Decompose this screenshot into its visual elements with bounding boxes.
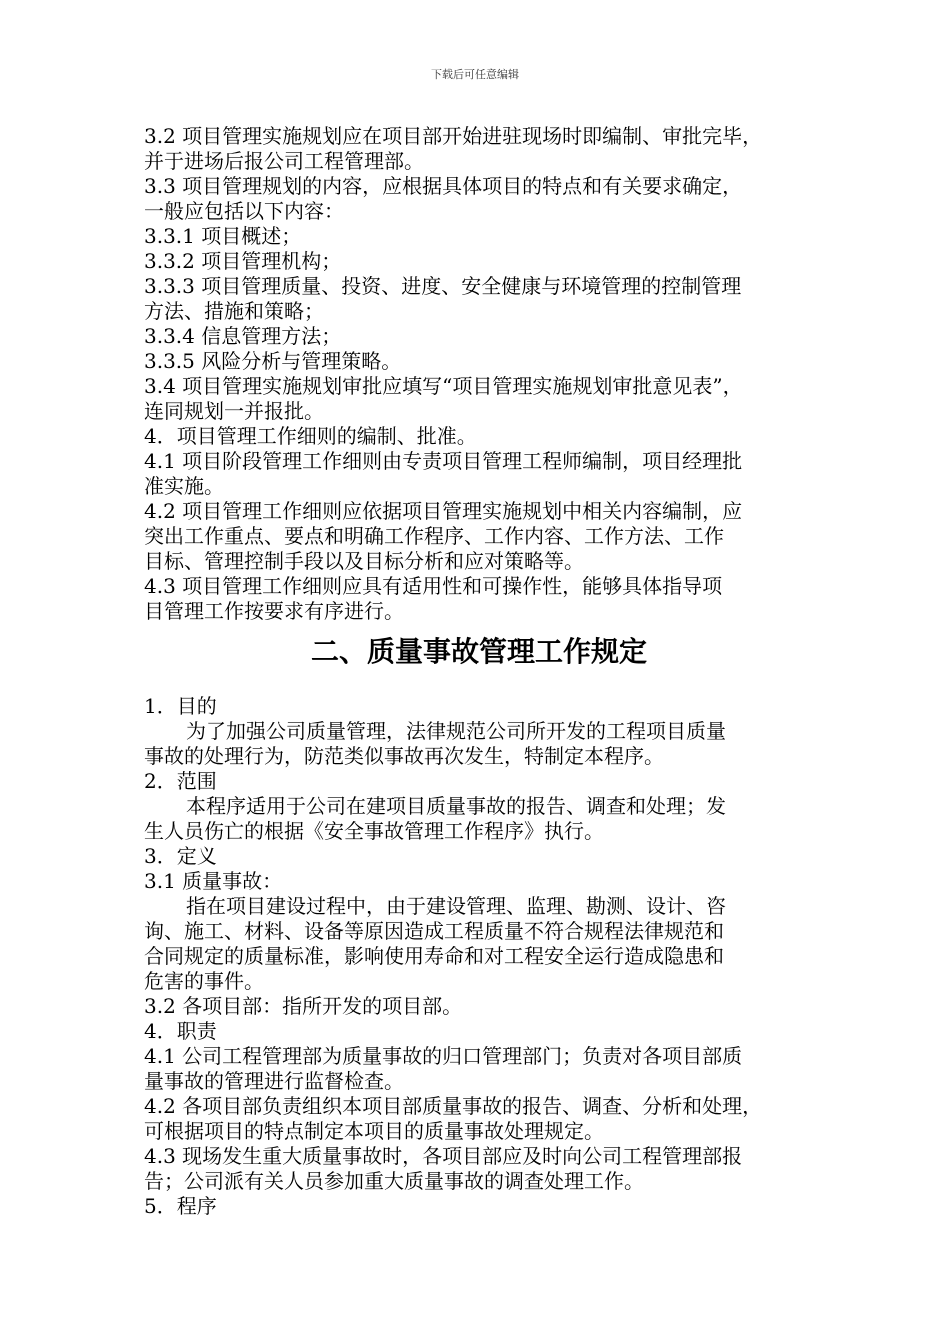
text-line: 3.3.1 项目概述； [144, 224, 302, 248]
text-line: 准实施。 [144, 474, 224, 498]
section-title-block [144, 624, 814, 694]
text-line: 并于进场后报公司工程管理部。 [144, 149, 424, 173]
text-line: 危害的事件。 [144, 969, 264, 993]
section-title: 二、质量事故管理工作规定 [310, 635, 647, 668]
text-line: 事故的处理行为，防范类似事故再次发生，特制定本程序。 [144, 744, 664, 768]
text-line: 指在项目建设过程中，由于建设管理、监理、勘测、设计、咨 [186, 894, 726, 918]
text-line: 目管理工作按要求有序进行。 [144, 599, 404, 623]
text-line: 目标、管理控制手段以及目标分析和应对策略等。 [144, 549, 584, 573]
text-line: 3.2 项目管理实施规划应在项目部开始进驻现场时即编制、审批完毕， [144, 124, 763, 148]
text-line: 连同规划一并报批。 [144, 399, 324, 423]
document-body [144, 124, 814, 1219]
text-line: 告；公司派有关人员参加重大质量事故的调查处理工作。 [144, 1169, 644, 1193]
text-line: 4．职责 [144, 1019, 217, 1043]
text-line: 3.2 各项目部：指所开发的项目部。 [144, 994, 463, 1018]
text-line: 1．目的 [144, 694, 217, 718]
text-line: 合同规定的质量标准，影响使用寿命和对工程安全运行造成隐患和 [144, 944, 724, 968]
text-line: 4.2 项目管理工作细则应依据项目管理实施规划中相关内容编制，应 [144, 499, 743, 523]
text-line: 4．项目管理工作细则的编制、批准。 [144, 424, 477, 448]
text-line: 2．范围 [144, 769, 217, 793]
text-line: 3.4 项目管理实施规划审批应填写“项目管理实施规划审批意见表”， [144, 374, 743, 398]
text-line: 生人员伤亡的根据《安全事故管理工作程序》执行。 [144, 819, 604, 843]
text-line: 3．定义 [144, 844, 217, 868]
text-line: 3.3.5 风险分析与管理策略。 [144, 349, 402, 373]
text-line: 询、施工、材料、设备等原因造成工程质量不符合规程法律规范和 [144, 919, 724, 943]
text-line: 4.1 项目阶段管理工作细则由专责项目管理工程师编制，项目经理批 [144, 449, 743, 473]
page-header: 下载后可任意编辑 [431, 68, 519, 81]
text-line: 突出工作重点、要点和明确工作程序、工作内容、工作方法、工作 [144, 524, 724, 548]
text-line: 4.3 现场发生重大质量事故时，各项目部应及时向公司工程管理部报 [144, 1144, 743, 1168]
text-line: 4.3 项目管理工作细则应具有适用性和可操作性，能够具体指导项 [144, 574, 723, 598]
text-line: 3.3.3 项目管理质量、投资、进度、安全健康与环境管理的控制管理 [144, 274, 742, 298]
text-line: 3.1 质量事故： [144, 869, 283, 893]
text-line: 方法、措施和策略； [144, 299, 324, 323]
text-line: 本程序适用于公司在建项目质量事故的报告、调查和处理；发 [186, 794, 726, 818]
text-line: 量事故的管理进行监督检查。 [144, 1069, 404, 1093]
text-line: 4.2 各项目部负责组织本项目部质量事故的报告、调查、分析和处理， [144, 1094, 763, 1118]
text-line: 5．程序 [144, 1194, 217, 1218]
text-line: 4.1 公司工程管理部为质量事故的归口管理部门；负责对各项目部质 [144, 1044, 743, 1068]
text-line: 一般应包括以下内容： [144, 199, 344, 223]
text-line: 可根据项目的特点制定本项目的质量事故处理规定。 [144, 1119, 604, 1143]
text-line: 3.3.2 项目管理机构； [144, 249, 342, 273]
text-line: 3.3 项目管理规划的内容，应根据具体项目的特点和有关要求确定， [144, 174, 743, 198]
text-line: 3.3.4 信息管理方法； [144, 324, 342, 348]
text-line: 为了加强公司质量管理，法律规范公司所开发的工程项目质量 [186, 719, 726, 743]
